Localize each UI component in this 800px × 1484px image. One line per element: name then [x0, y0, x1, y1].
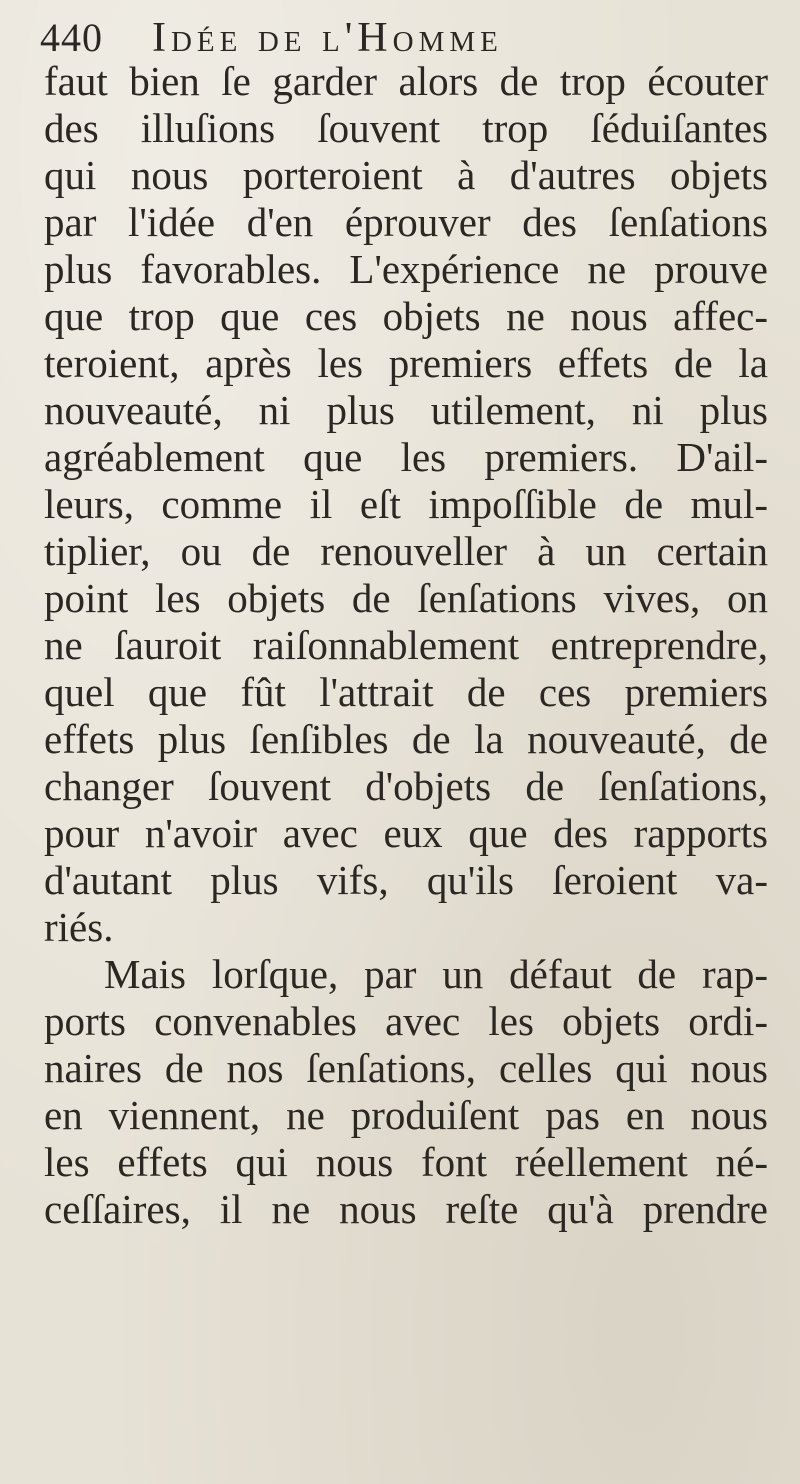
text-line: les effets qui nous font réellement né-	[44, 1139, 768, 1185]
text-line: plus favorables. L'expérience ne prouve	[44, 246, 768, 292]
text-line: en viennent, ne produiſent pas en nous	[44, 1092, 768, 1138]
text-line: pour n'avoir avec eux que des rapports	[44, 810, 768, 856]
text-line: des illuſions ſouvent trop ſéduiſantes	[44, 105, 768, 151]
text-line: tiplier, ou de renouveller à un certain	[44, 528, 768, 574]
text-line: nouveauté, ni plus utilement, ni plus	[44, 387, 768, 433]
body-text	[44, 58, 768, 1233]
text-line: point les objets de ſenſations vives, on	[44, 575, 768, 621]
text-line: par l'idée d'en éprouver des ſenſations	[44, 199, 768, 245]
running-title: Idée de l'Homme	[152, 15, 503, 61]
paragraph-end-line: riés.	[44, 904, 114, 950]
text-line: leurs, comme il eſt impoſſible de mul-	[44, 481, 768, 527]
text-line: ports convenables avec les objets ordi-	[44, 998, 768, 1044]
page-number: 440	[40, 15, 103, 60]
text-line: teroient, après les premiers effets de la	[44, 340, 768, 386]
text-line: ceſſaires, il ne nous reſte qu'à prendre	[44, 1186, 768, 1232]
text-line: naires de nos ſenſations, celles qui nous	[44, 1045, 768, 1091]
paragraph-start-line: Mais lorſque, par un défaut de rap-	[104, 951, 768, 997]
text-line: effets plus ſenſibles de la nouveauté, de	[44, 716, 768, 762]
text-line: agréablement que les premiers. D'ail-	[44, 434, 768, 480]
text-line: faut bien ſe garder alors de trop écouter	[44, 58, 768, 104]
text-line: qui nous porteroient à d'autres objets	[44, 152, 768, 198]
text-line: que trop que ces objets ne nous affec-	[44, 293, 768, 339]
text-line: d'autant plus vifs, qu'ils ſeroient va-	[44, 857, 768, 903]
text-line: ne ſauroit raiſonnablement entreprendre,	[44, 622, 768, 668]
text-line: changer ſouvent d'objets de ſenſations,	[44, 763, 768, 809]
text-line: quel que fût l'attrait de ces premiers	[44, 669, 768, 715]
